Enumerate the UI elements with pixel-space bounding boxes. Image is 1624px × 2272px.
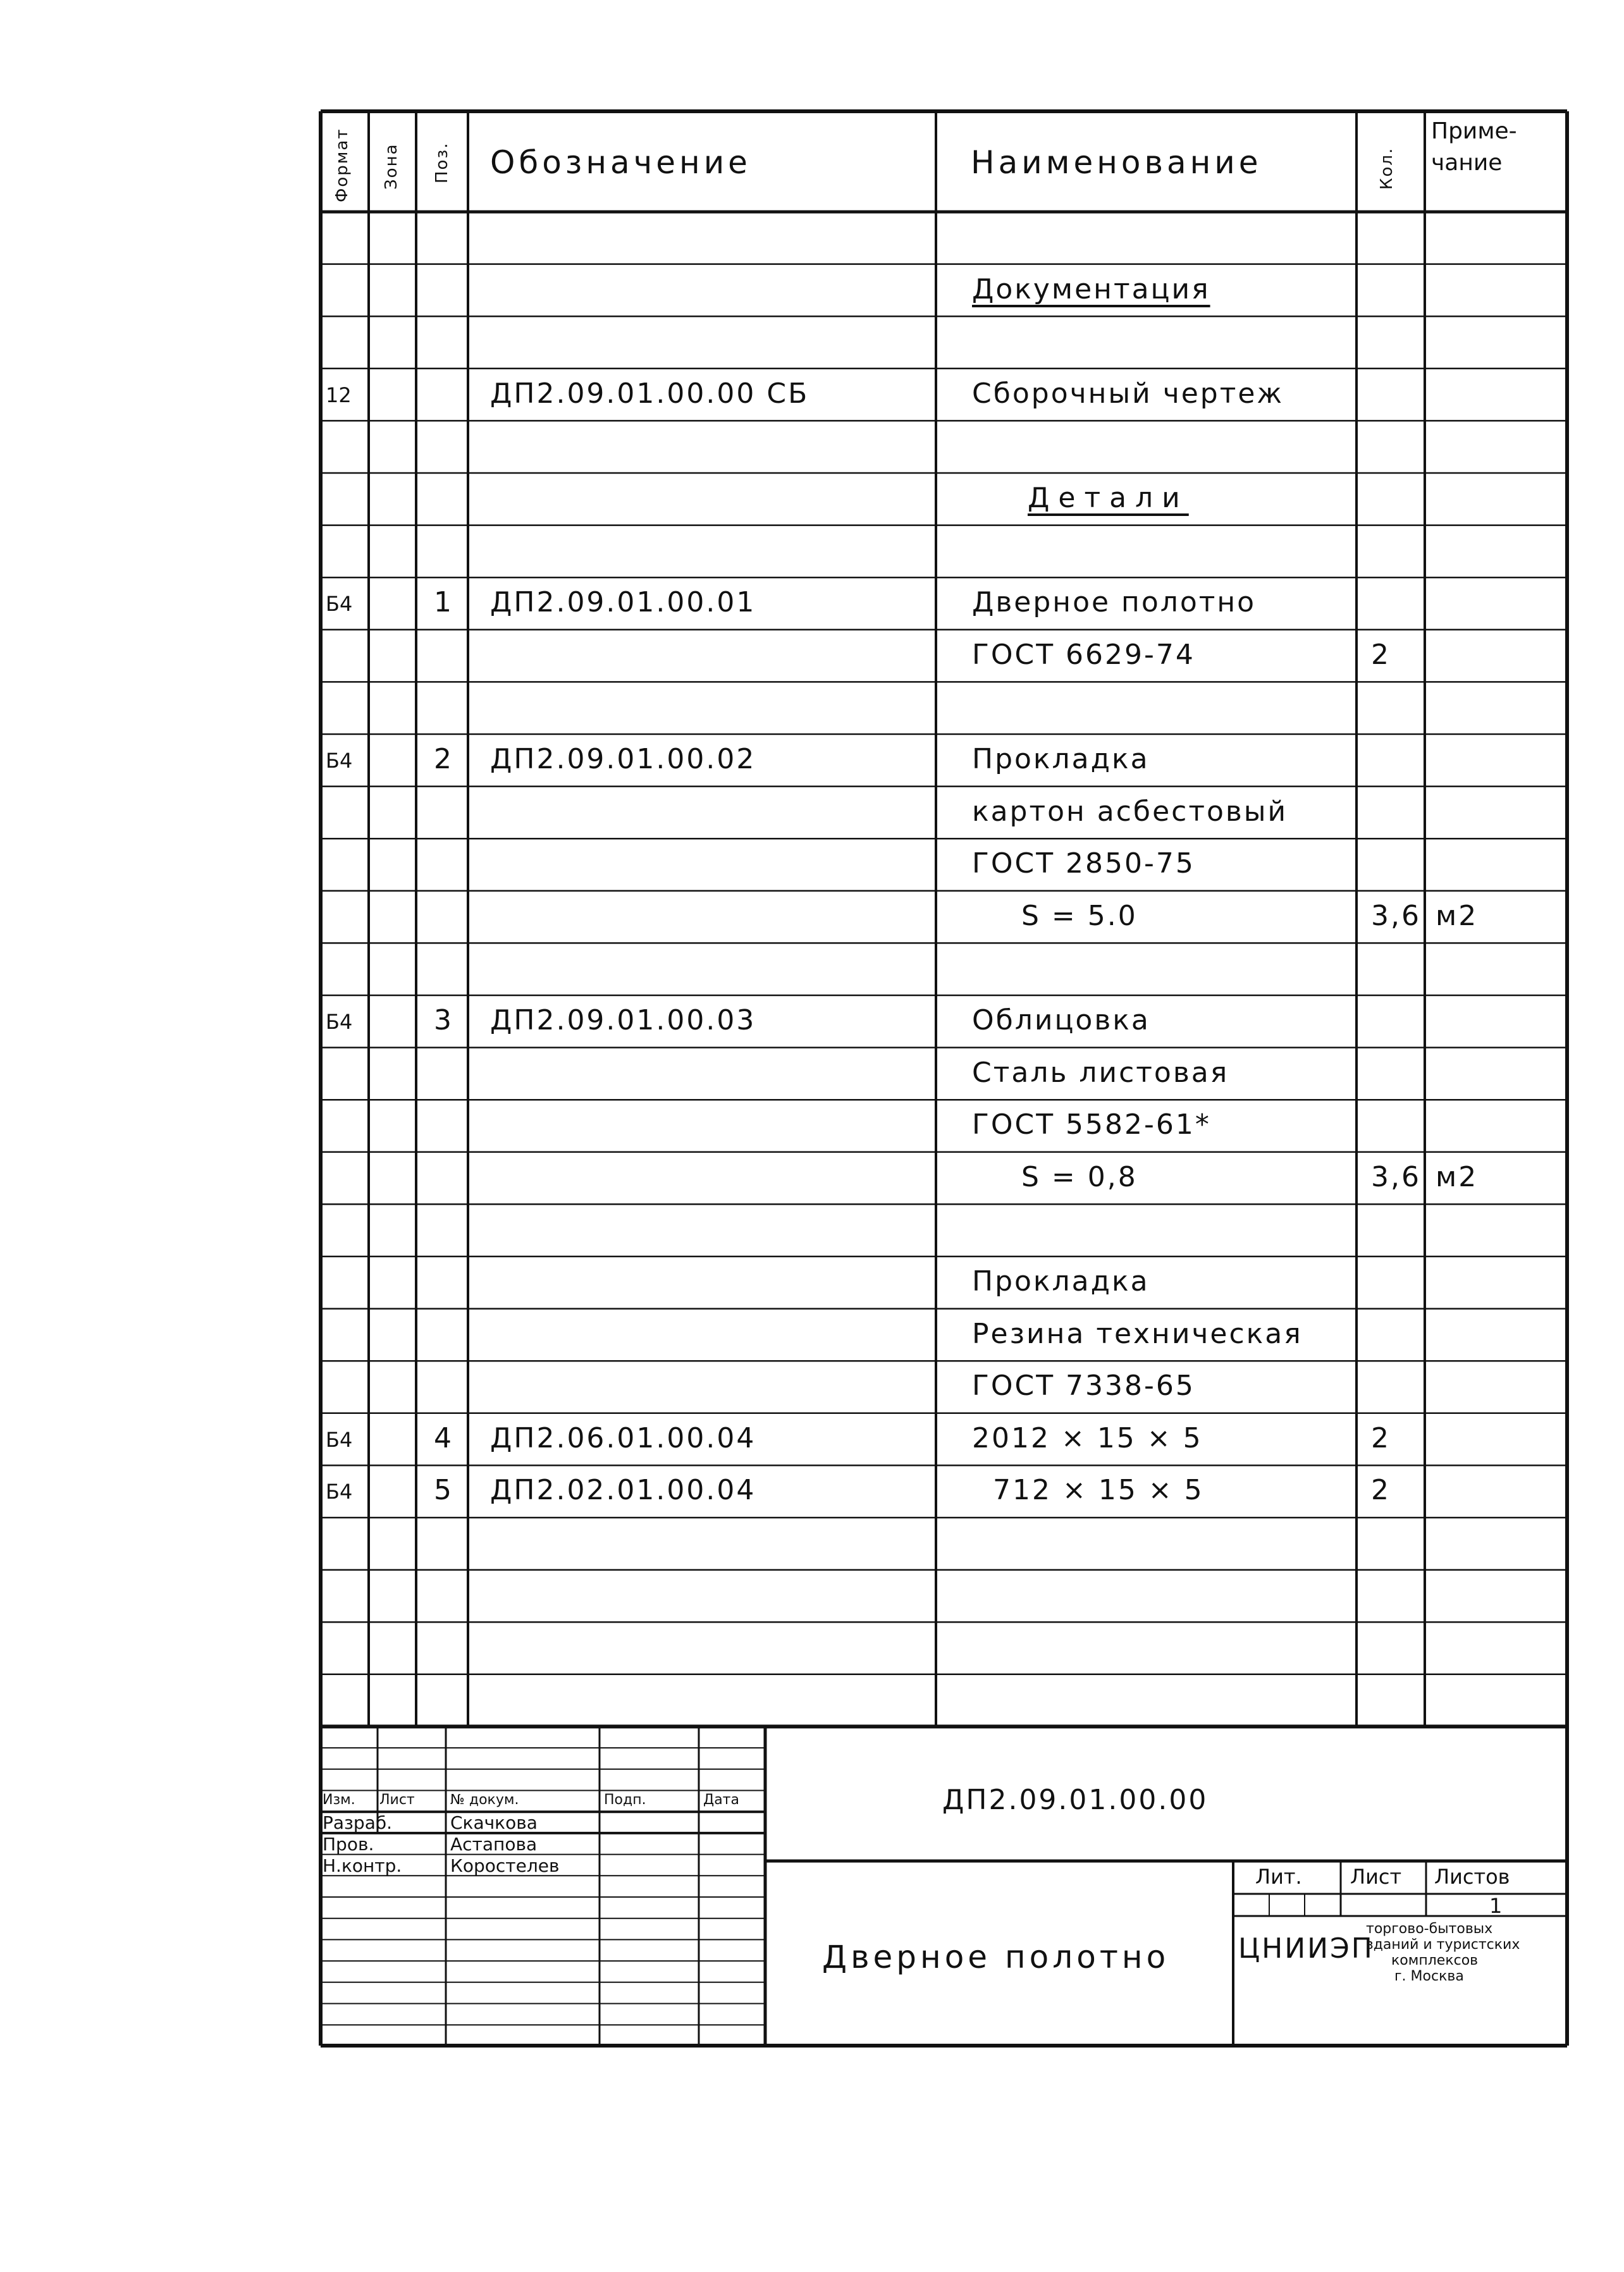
- header-pos: Поз.: [433, 142, 452, 183]
- row-format: Б4: [326, 1480, 353, 1504]
- row-name: ГОСТ 2850-75: [972, 847, 1195, 880]
- row-position: 1: [434, 586, 453, 619]
- role-checker: Пров.: [323, 1833, 374, 1855]
- row-name: Облицовка: [972, 1004, 1150, 1036]
- row-position: 4: [434, 1422, 453, 1454]
- row-designation: ДП2.06.01.00.04: [490, 1422, 756, 1454]
- row-name: 2012 × 15 × 5: [972, 1422, 1203, 1454]
- name-checker: Астапова: [450, 1833, 538, 1855]
- header-format: Формат: [333, 128, 352, 202]
- row-quantity: 3,6: [1371, 1160, 1421, 1193]
- row-position: 2: [434, 743, 453, 775]
- row-name: ГОСТ 6629-74: [972, 638, 1195, 671]
- row-designation: ДП2.09.01.00.03: [490, 1004, 756, 1036]
- organization-line3: комплексов: [1391, 1953, 1479, 1968]
- row-name: Прокладка: [972, 1265, 1150, 1298]
- row-name: S = 0,8: [1021, 1160, 1138, 1193]
- row-name: Прокладка: [972, 743, 1150, 775]
- header-note-line1: Приме-: [1431, 118, 1517, 144]
- row-name: Сборочный чертеж: [972, 377, 1284, 410]
- row-quantity: 2: [1371, 1422, 1391, 1454]
- row-designation: ДП2.02.01.00.04: [490, 1474, 756, 1507]
- role-developer: Разраб.: [323, 1812, 393, 1834]
- row-name: S = 5.0: [1021, 899, 1138, 932]
- row-format: Б4: [326, 1427, 353, 1452]
- row-designation: ДП2.09.01.00.02: [490, 743, 756, 775]
- header-name: Наименование: [971, 144, 1262, 181]
- row-quantity: 2: [1371, 1474, 1391, 1507]
- row-name: ГОСТ 7338-65: [972, 1370, 1195, 1403]
- row-note: м2: [1436, 899, 1479, 932]
- sheets-label: Листов: [1434, 1865, 1510, 1889]
- row-quantity: 3,6: [1371, 899, 1421, 932]
- lit-label: Лит.: [1255, 1865, 1302, 1889]
- organization-line1: торгово-бытовых: [1366, 1921, 1493, 1937]
- row-name: Резина техническая: [972, 1317, 1303, 1350]
- organization-logo: ЦНИИЭП: [1238, 1932, 1374, 1965]
- row-format: Б4: [326, 1010, 353, 1034]
- row-name: Детали: [1028, 482, 1189, 514]
- organization-line2: зданий и туристских: [1366, 1937, 1520, 1953]
- row-name: 712 × 15 × 5: [993, 1474, 1204, 1507]
- row-format: Б4: [326, 592, 353, 617]
- organization-line4: г. Москва: [1394, 1968, 1464, 1984]
- header-qty: Кол.: [1377, 147, 1396, 190]
- row-name: Дверное полотно: [972, 586, 1257, 619]
- row-designation: ДП2.09.01.00.00 СБ: [490, 377, 809, 410]
- name-norm-control: Коростелев: [450, 1855, 560, 1876]
- header-note-line2: чание: [1431, 150, 1503, 176]
- col-signature: Подп.: [604, 1791, 646, 1808]
- row-name: картон асбестовый: [972, 795, 1288, 828]
- row-position: 3: [434, 1004, 453, 1036]
- row-format: Б4: [326, 749, 353, 773]
- row-quantity: 2: [1371, 638, 1391, 671]
- header-designation: Обозначение: [490, 144, 751, 181]
- document-code: ДП2.09.01.00.00: [942, 1784, 1209, 1816]
- header-zone: Зона: [382, 143, 401, 190]
- col-doc-number: № докум.: [450, 1791, 519, 1808]
- sheet-label: Лист: [1350, 1865, 1402, 1889]
- row-format: 12: [326, 383, 352, 407]
- col-list: Лист: [379, 1791, 415, 1808]
- row-designation: ДП2.09.01.00.01: [490, 586, 756, 619]
- row-name: ГОСТ 5582-61*: [972, 1108, 1211, 1141]
- product-name: Дверное полотно: [822, 1939, 1170, 1975]
- row-note: м2: [1436, 1160, 1479, 1193]
- role-norm-control: Н.контр.: [323, 1855, 402, 1876]
- sheets-value: 1: [1489, 1894, 1503, 1918]
- row-name: Документация: [972, 273, 1210, 305]
- row-position: 5: [434, 1474, 453, 1507]
- col-date: Дата: [703, 1791, 739, 1808]
- row-name: Сталь листовая: [972, 1056, 1229, 1089]
- name-developer: Скачкова: [450, 1812, 538, 1834]
- col-izm: Изм.: [323, 1791, 355, 1808]
